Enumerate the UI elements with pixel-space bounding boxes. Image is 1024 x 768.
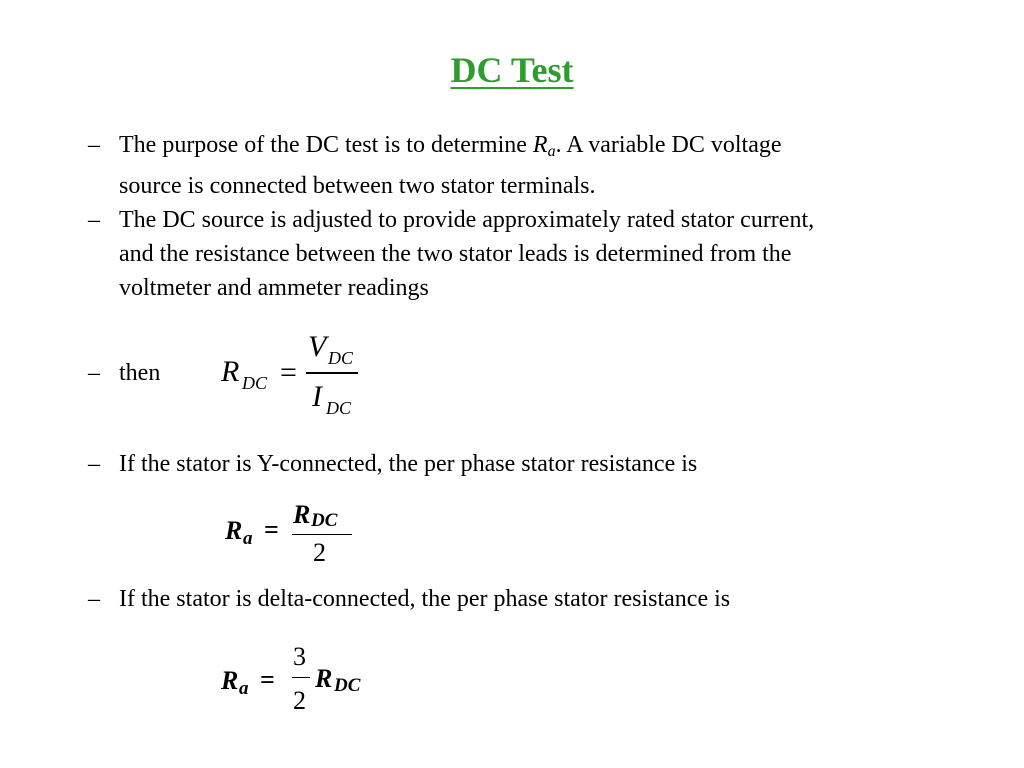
eq-rad-rhs: R: [315, 664, 333, 693]
bullet-adjust-line2: and the resistance between the two stator leads is determined from the: [119, 241, 792, 267]
eq-rad-num: 3: [293, 642, 306, 671]
eq-rdc-lhs: R: [221, 355, 240, 388]
eq-ray-den: 2: [313, 538, 326, 567]
eq-ray-lhs-sub: a: [243, 528, 253, 549]
eq-ray-num: R: [293, 500, 311, 529]
eq-ray-fraction-bar: [292, 534, 352, 535]
eq-ray-lhs: R: [225, 516, 243, 545]
equation-rdc: [218, 330, 368, 425]
bullet-then: then: [119, 360, 161, 386]
eq-rad-den: 2: [293, 686, 306, 715]
bullet-dash: –: [88, 207, 100, 233]
bullet-dash: –: [88, 451, 100, 477]
bullet-adjust: [119, 203, 999, 305]
bullet-delta-connected: If the stator is delta-connected, the per phase stator resistance is: [119, 586, 731, 612]
eq-rdc-lhs-sub: DC: [242, 373, 268, 393]
bullet-adjust-line1: The DC source is adjusted to provide approximately rated stator current,: [119, 207, 815, 233]
ra-symbol: $R_a$: [532, 132, 556, 160]
bullet-purpose-line2: source is connected between two stator terminals.: [119, 173, 596, 199]
eq-rdc-num-sub: DC: [328, 348, 354, 368]
bullet-purpose: [119, 128, 999, 203]
eq-rad-equals: =: [260, 665, 275, 694]
equation-ra-y: [224, 498, 364, 573]
bullet-dash: –: [88, 586, 100, 612]
bullet-dash: –: [88, 132, 100, 158]
eq-rdc-den-sub: DC: [326, 398, 352, 418]
eq-rdc-fraction-bar: [306, 372, 358, 374]
slide-title: DC Test: [450, 50, 574, 90]
eq-rad-lhs-sub: a: [239, 678, 249, 699]
eq-rad-lhs: R: [221, 666, 239, 695]
bullet-purpose-pre: The purpose of the DC test is to determine: [119, 132, 533, 158]
bullet-dash: –: [88, 360, 100, 386]
eq-rad-rhs-sub: DC: [334, 675, 361, 696]
bullet-adjust-line3: voltmeter and ammeter readings: [119, 275, 429, 301]
bullet-y-connected: If the stator is Y-connected, the per phase stator resistance is: [119, 451, 698, 477]
eq-ray-num-sub: DC: [311, 510, 338, 531]
bullet-purpose-line1: [119, 128, 999, 169]
bullet-purpose-post: . A variable DC voltage: [555, 132, 782, 158]
eq-rdc-num: V: [308, 330, 327, 363]
eq-rad-fraction-bar: [292, 677, 310, 678]
equation-ra-delta: [220, 640, 380, 725]
eq-rdc-den: I: [312, 380, 322, 413]
eq-rdc-equals: =: [280, 356, 297, 389]
eq-ray-equals: =: [264, 515, 279, 544]
